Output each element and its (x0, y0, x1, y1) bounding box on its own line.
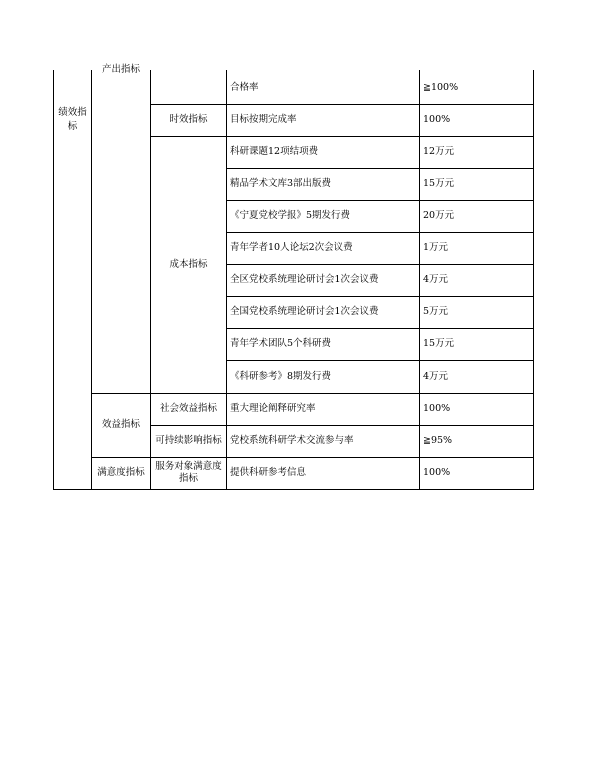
row-item-text: 提供科研参考信息 (230, 467, 307, 478)
table-row-value (423, 242, 448, 254)
table-row-value (423, 178, 454, 190)
row-divider (226, 232, 534, 233)
row-value-text: 12万元 (423, 146, 455, 157)
satisfaction-indicator-label (92, 467, 150, 479)
row-item-text: 精品学术文库3部出版费 (230, 178, 332, 189)
row-item-text: 全区党校系统理论研讨会1次会议费 (230, 274, 379, 285)
row-value-text: 20万元 (423, 210, 455, 221)
row-divider (226, 200, 534, 201)
table-row-value (423, 210, 454, 222)
output-indicator-text: 产出指标 (101, 64, 140, 75)
table-row-item (230, 146, 318, 158)
table-row-value (423, 371, 448, 383)
timeliness-indicator-text: 时效指标 (169, 114, 208, 125)
column-divider-3 (226, 70, 227, 490)
satisfaction-indicator-text: 满意度指标 (97, 467, 145, 478)
table-row-item (230, 242, 353, 254)
row-item-text: 目标按期完成率 (230, 114, 297, 125)
table-border-bottom (53, 489, 534, 490)
row-item-text: 党校系统科研学术交流参与率 (230, 435, 354, 446)
benefit-indicator-text: 效益指标 (101, 419, 140, 430)
row-value-text: 5万元 (423, 306, 449, 317)
table-row-item (230, 306, 379, 318)
table-row-value (423, 114, 450, 126)
level1-label (54, 106, 91, 134)
table-row-item (230, 435, 354, 447)
row-item-text: 《宁夏党校学报》5期发行费 (230, 210, 351, 221)
table-row-value (423, 146, 454, 158)
row-value-text: 4万元 (423, 274, 449, 285)
table-row-item (230, 371, 331, 383)
row-divider (91, 393, 534, 394)
table-row-item (230, 114, 297, 126)
table-border-right (533, 70, 534, 490)
sustainable-impact-indicator-text: 可持续影响指标 (155, 435, 222, 446)
table-row-item (230, 338, 331, 350)
column-divider-2 (150, 70, 151, 490)
timeliness-indicator-label (151, 114, 226, 126)
row-divider (226, 296, 534, 297)
row-divider (226, 168, 534, 169)
row-item-text: 《科研参考》8期发行费 (230, 371, 332, 382)
row-item-text: 全国党校系统理论研讨会1次会议费 (230, 306, 379, 317)
cost-indicator-label (151, 259, 226, 271)
row-divider (226, 264, 534, 265)
table-row-item (230, 178, 331, 190)
table-row-item (230, 274, 379, 286)
row-value-text: 15万元 (423, 338, 455, 349)
output-indicator-label (92, 64, 150, 76)
row-value-text: ≧100% (423, 82, 459, 93)
row-value-text: 4万元 (423, 371, 449, 382)
table-row-value (423, 467, 450, 479)
table-row-value (423, 338, 454, 350)
row-divider (150, 425, 534, 426)
performance-indicator-text: 绩效指标 (58, 107, 87, 132)
table-row-value (423, 403, 450, 415)
benefit-indicator-label (92, 419, 150, 431)
row-value-text: 100% (423, 467, 451, 478)
row-item-text: 合格率 (230, 82, 259, 93)
table-row-item (230, 403, 316, 415)
table-row-value (423, 82, 458, 94)
table-row-item (230, 467, 306, 479)
row-item-text: 青年学术团队5个科研费 (230, 338, 332, 349)
row-item-text: 科研课题12项结项费 (230, 146, 319, 157)
row-divider (150, 104, 534, 105)
row-divider (91, 457, 534, 458)
service-satisfaction-indicator-text: 服务对象满意度指标 (155, 461, 222, 484)
table-row-value (423, 435, 452, 447)
table-row-item (230, 210, 350, 222)
row-divider (226, 328, 534, 329)
row-item-text: 青年学者10人论坛2次会议费 (230, 242, 353, 253)
cost-indicator-text: 成本指标 (169, 259, 208, 270)
row-value-text: 1万元 (423, 242, 449, 253)
row-divider (150, 136, 534, 137)
row-value-text: 100% (423, 403, 451, 414)
table-row-value (423, 306, 448, 318)
column-divider-4 (419, 70, 420, 490)
table-row-value (423, 274, 448, 286)
row-value-text: 15万元 (423, 178, 455, 189)
output-indicator-cutoff (92, 64, 150, 77)
table-row-item (230, 82, 259, 94)
service-satisfaction-indicator-label (154, 461, 223, 485)
row-value-text: 100% (423, 114, 451, 125)
row-divider (226, 360, 534, 361)
row-item-text: 重大理论阐释研究率 (230, 403, 316, 414)
sustainable-impact-indicator-label (151, 435, 226, 447)
social-benefit-indicator-label (151, 403, 226, 415)
social-benefit-indicator-text: 社会效益指标 (159, 403, 217, 414)
row-value-text: ≧95% (423, 435, 453, 446)
